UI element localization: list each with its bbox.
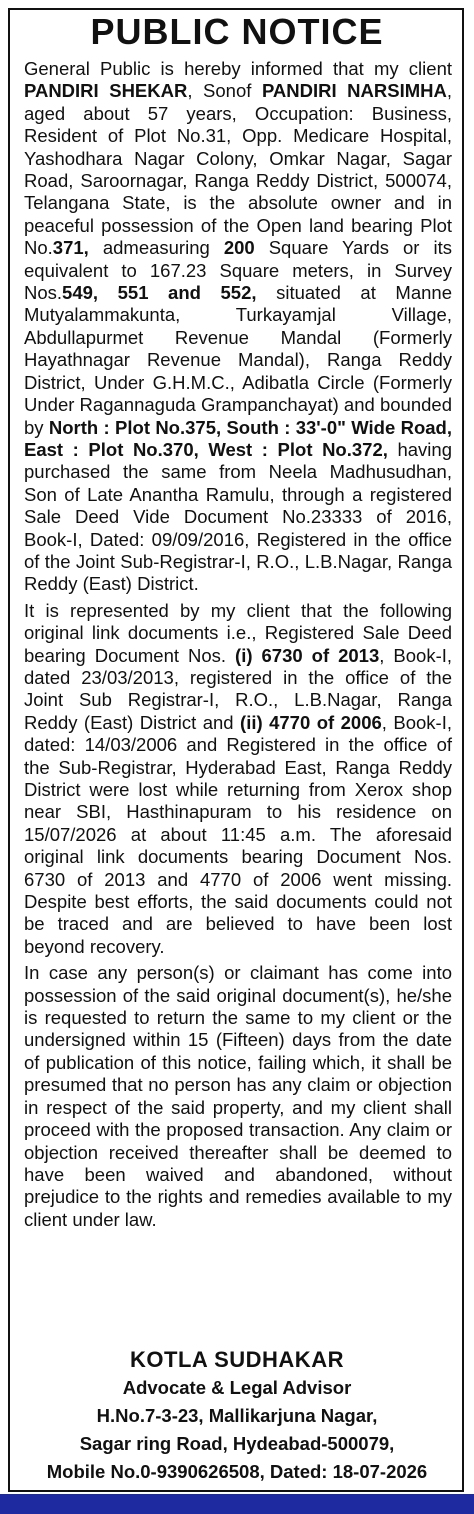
bold-text-run: 200 bbox=[223, 237, 255, 259]
bold-text-run: PANDIRI SHEKAR bbox=[24, 80, 188, 102]
address-line-1: H.No.7-3-23, Mallikarjuna Nagar, bbox=[96, 1405, 378, 1426]
notice-body bbox=[24, 58, 452, 1231]
bold-text-run: (ii) 4770 of 2006 bbox=[240, 711, 382, 733]
text-run: In case any person(s) or claimant has come into possession of the said original document(s), he/she is requested to return the same to my client or the undersigned within 15 (Fifteen) days from the date of publication of this notice, failing which, it shall be presumed that no person has any claim or objection in respect of the said property, and my client shall proceed with the proposed transaction. Any claim or objection received thereafter shall be deemed to have been waived and abandoned, without prejudice to the rights and remedies available to my client under law. bbox=[24, 962, 452, 1230]
text-run: , Book-I, dated 23/03/2013, registered in the office of the Joint Sub Registrar-I, R.O., L.B.Nagar, Ranga Reddy (East) District and bbox=[24, 644, 453, 733]
paragraph-claims bbox=[24, 962, 452, 1231]
text-run: , aged about 57 years, Occupation: Business, Resident of Plot No.31, Opp. Medicare Hospital, Yashodhara Nagar Colony, Omkar Nagar, Sagar Road, Saroornagar, Ranga Reddy District, 500074, Telangana State, is the absolute owner and in peaceful possession of the Open land bearing Plot No. bbox=[24, 80, 452, 259]
address-line-2: Sagar ring Road, Hydeabad-500079, bbox=[79, 1433, 395, 1454]
paragraph-ownership bbox=[24, 58, 452, 596]
text-run: General Public is hereby informed that my client bbox=[24, 58, 452, 79]
text-run: situated at Manne Mutyalammakunta, Turkayamjal Village, Abdullapurmet Revenue Mandal (Formerly Hayathnagar Revenue Mandal), Ranga Reddy District, Under G.H.M.C., Adibatla Circle (Formerly Under Ragannaguda Grampanchayat) and bounded by bbox=[24, 282, 452, 438]
bold-text-run: North : Plot No.375, South : 33'-0" Wide Road, East : Plot No.370, West : Plot No.372, bbox=[24, 416, 452, 460]
bold-text-run: 371, bbox=[52, 237, 89, 259]
text-run: , Book-I, dated: 14/03/2006 and Registered in the office of the Sub-Registrar, Hyderabad East, Ranga Reddy District were lost while returning from Xerox shop near SBI, Hasthinapuram to his residence on 15/07/2026 at about 11:45 a.m. The aforesaid original link documents bearing Document Nos. 6730 of 2013 and 4770 of 2006 went missing. Despite best efforts, the said documents could not be traced and are believed to have been lost beyond recovery. bbox=[24, 711, 453, 957]
advocate-name: KOTLA SUDHAKAR bbox=[130, 1347, 344, 1372]
notice-title: PUBLIC NOTICE bbox=[90, 11, 384, 52]
text-run: It is represented by my client that the following original link documents i.e., Registered Sale Deed bearing Document Nos. bbox=[24, 599, 452, 666]
bold-text-run: PANDIRI NARSIMHA bbox=[261, 80, 447, 102]
text-run: admeasuring bbox=[88, 237, 224, 259]
bold-text-run: (i) 6730 of 2013 bbox=[235, 644, 380, 666]
signature-block bbox=[18, 1346, 456, 1486]
bold-text-run: 549, 551 and 552, bbox=[62, 282, 257, 304]
paragraph-lost-documents bbox=[24, 600, 452, 959]
text-run: , Sonof bbox=[187, 80, 262, 102]
text-run: having purchased the same from Neela Madhusudhan, Son of Late Anantha Ramulu, through a registered Sale Deed Vide Document No.23333 of 2016, Book-I, Dated: 09/09/2016, Registered in the office of the Joint Sub-Registrar-I, R.O., L.B.Nagar, Ranga Reddy (East) District. bbox=[24, 438, 452, 595]
text-run: Square Yards or its equivalent to 167.23 Square meters, in Survey Nos. bbox=[24, 237, 452, 304]
advocate-designation: Advocate & Legal Advisor bbox=[122, 1377, 352, 1398]
page-footer-bar bbox=[0, 1494, 474, 1514]
contact-line: Mobile No.0-9390626508, Dated: 18-07-2026 bbox=[46, 1461, 428, 1482]
